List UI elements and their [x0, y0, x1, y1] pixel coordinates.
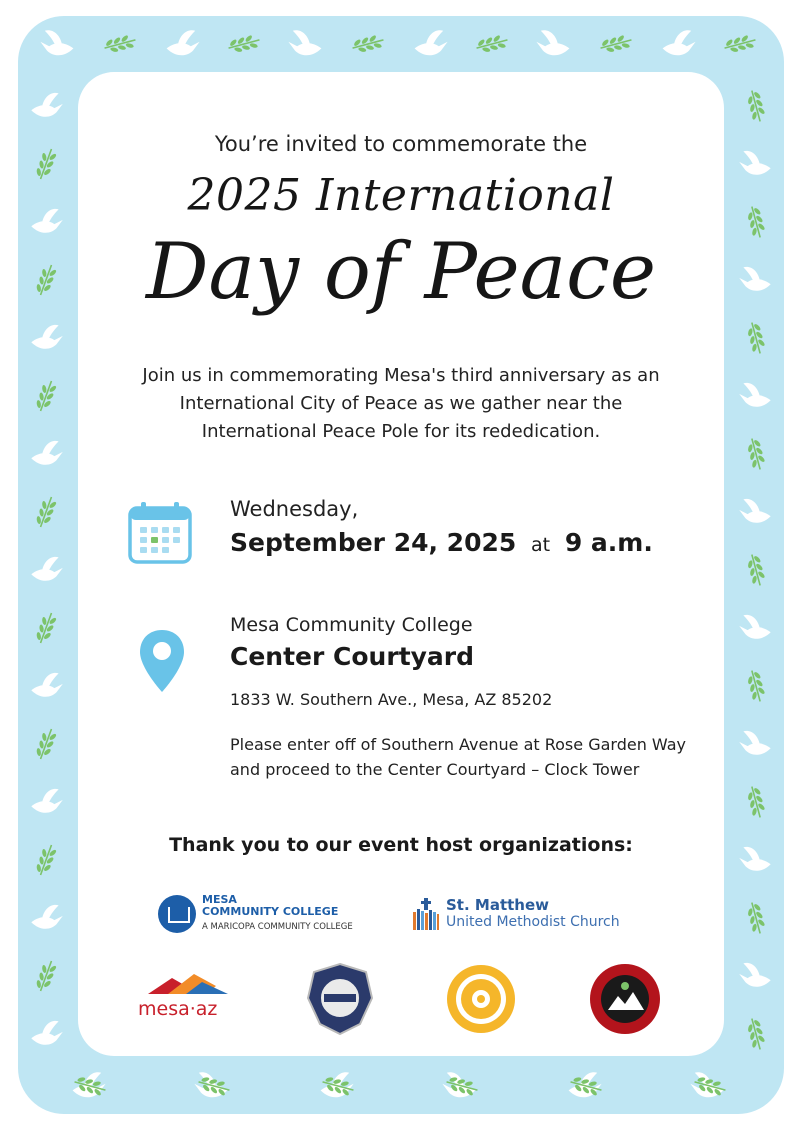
- dove-icon: [167, 30, 200, 55]
- dove-icon: [31, 1021, 62, 1045]
- venue-name: Mesa Community College: [230, 614, 473, 636]
- dove-icon: [536, 30, 569, 55]
- event-time: 9 a.m.: [564, 528, 653, 557]
- dove-icon: [415, 30, 448, 55]
- st-matthew-church-logo: [412, 894, 652, 934]
- olive-branch-icon: [33, 726, 58, 761]
- olive-branch-icon: [227, 32, 262, 55]
- mcc-emblem-icon: [158, 895, 196, 933]
- location-pin-icon: [138, 628, 186, 694]
- decorative-border: [18, 16, 784, 1114]
- intro-line: Join us in commemorating Mesa's third anniversary as an: [142, 365, 660, 386]
- olive-branch-icon: [744, 321, 767, 356]
- dove-icon: [31, 441, 62, 465]
- olive-branch-icon: [723, 32, 758, 55]
- intro-paragraph: [78, 362, 724, 446]
- intro-line: International Peace Pole for its rededication.: [201, 421, 601, 442]
- olive-branch-icon: [33, 958, 58, 993]
- at-label: at: [531, 534, 551, 556]
- rotary-international-seal-icon: [444, 962, 518, 1036]
- olive-branch-icon: [33, 262, 58, 297]
- directions-line: and proceed to the Center Courtyard – Clock Tower: [230, 760, 640, 779]
- dove-icon: [739, 383, 771, 407]
- church-subtitle: United Methodist Church: [446, 914, 620, 930]
- event-date-time: [230, 528, 653, 557]
- church-organ-icon: [412, 898, 440, 930]
- dove-icon: [31, 93, 62, 117]
- dove-icon: [739, 267, 771, 291]
- venue-address: 1833 W. Southern Ave., Mesa, AZ 85202: [230, 690, 553, 709]
- mcc-name-2: COMMUNITY COLLEGE: [202, 905, 339, 918]
- community-seal-icon: [588, 962, 662, 1036]
- event-date: September 24, 2025: [230, 528, 517, 557]
- olive-branch-icon: [744, 437, 767, 472]
- olive-branch-icon: [33, 378, 58, 413]
- mcc-name-1: MESA: [202, 893, 237, 906]
- mcc-tagline: A MARICOPA COMMUNITY COLLEGE: [202, 922, 353, 932]
- olive-branch-icon: [475, 32, 510, 55]
- title-line-1: 2025 International: [187, 170, 615, 221]
- dove-icon: [31, 557, 62, 581]
- invite-line: You’re invited to commemorate the: [214, 132, 588, 156]
- dove-icon: [31, 789, 62, 813]
- dove-icon: [739, 151, 771, 175]
- olive-branch-icon: [33, 494, 58, 529]
- olive-branch-icon: [744, 89, 767, 124]
- dove-icon: [288, 30, 321, 55]
- mesa-az-logo: [138, 972, 238, 1022]
- thanks-heading: Thank you to our event host organizations:: [169, 834, 633, 856]
- dove-icon: [739, 499, 771, 523]
- olive-branch-icon: [744, 669, 767, 704]
- mesa-az-wordmark: mesa·az: [138, 998, 218, 1020]
- dove-icon: [739, 847, 771, 871]
- directions: [230, 732, 710, 782]
- olive-branch-icon: [33, 610, 58, 645]
- olive-branch-icon: [744, 1017, 767, 1052]
- dove-icon: [739, 731, 771, 755]
- title-line-2: Day of Peace: [145, 227, 656, 317]
- mesa-mountains-icon: [146, 972, 230, 996]
- calendar-icon: [128, 500, 192, 564]
- olive-branch-icon: [33, 842, 58, 877]
- dove-icon: [663, 30, 696, 55]
- olive-branch-icon: [103, 32, 138, 55]
- dove-icon: [31, 209, 62, 233]
- mesa-community-college-logo: [158, 892, 378, 938]
- olive-branch-icon: [33, 146, 58, 181]
- dove-icon: [31, 325, 62, 349]
- venue-place: Center Courtyard: [230, 642, 475, 671]
- olive-branch-icon: [351, 32, 386, 55]
- directions-line: Please enter off of Southern Avenue at Rose Garden Way: [230, 735, 686, 754]
- olive-branch-icon: [744, 901, 767, 936]
- dove-icon: [739, 615, 771, 639]
- dove-icon: [739, 963, 771, 987]
- church-name: St. Matthew: [446, 896, 549, 914]
- olive-branch-icon: [599, 32, 634, 55]
- dove-icon: [31, 905, 62, 929]
- olive-branch-icon: [744, 553, 767, 588]
- intro-line: International City of Peace as we gather near the: [179, 393, 623, 414]
- event-day: Wednesday,: [230, 497, 359, 521]
- dove-icon: [31, 673, 62, 697]
- mesa-police-badge-icon: [304, 962, 376, 1036]
- olive-branch-icon: [744, 785, 767, 820]
- invitation-card: [78, 72, 724, 1056]
- olive-branch-icon: [744, 205, 767, 240]
- dove-icon: [40, 30, 73, 55]
